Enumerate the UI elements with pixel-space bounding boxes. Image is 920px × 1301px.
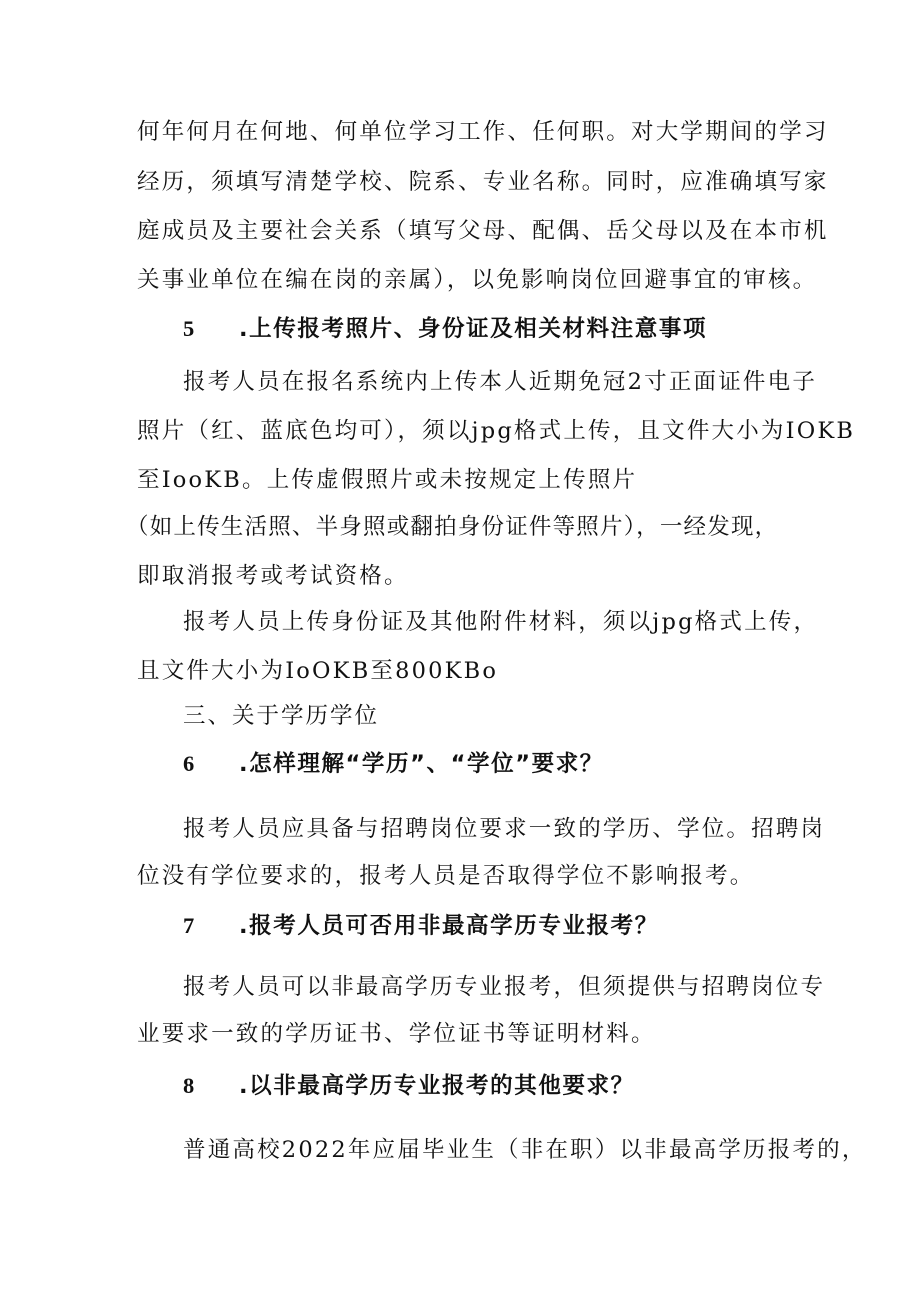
paragraph-line: 庭成员及主要社会关系（填写父母、配偶、岳父母以及在本市机 [137,218,829,244]
question-number: 7 [183,913,196,938]
paragraph-line: 照片（红、蓝底色均可），须以jpg格式上传，且文件大小为IOKB [137,418,856,444]
paragraph-line: 报考人员上传身份证及其他附件材料，须以jpg格式上传， [183,609,819,635]
question-7-heading [183,910,659,942]
section-heading: 三、关于学历学位 [183,703,380,729]
paragraph-line: 报考人员可以非最高学历专业报考，但须提供与招聘岗位专 [183,974,826,1000]
paragraph-line: 至IooKB。上传虚假照片或未按规定上传照片 [137,467,638,493]
question-8-heading [183,1070,635,1102]
question-6-heading [183,748,604,780]
paragraph-line: 经历，须填写清楚学校、院系、专业名称。同时，应准确填写家 [137,169,829,195]
paragraph-line: 普通高校2022年应届毕业生（非在职）以非最高学历报考的， [183,1137,867,1163]
paragraph-line: 报考人员应具备与招聘岗位要求一致的学历、学位。招聘岗 [183,816,826,842]
question-title: .上传报考照片、身份证及相关材料注意事项 [239,316,708,342]
paragraph-line: 即取消报考或考试资格。 [137,563,409,589]
question-5-heading [183,313,707,345]
paragraph-line: 关事业单位在编在岗的亲属），以免影响岗位回避事宜的审核。 [137,267,818,293]
question-number: 6 [183,751,196,776]
question-number: 5 [183,316,196,341]
question-title: .以非最高学历专业报考的其他要求？ [239,1073,635,1099]
paragraph-line: （如上传生活照、半身照或翻拍身份证件等照片），一经发现， [126,514,779,540]
paragraph-line: 位没有学位要求的，报考人员是否取得学位不影响报考。 [137,863,755,889]
question-title: .怎样理解“学历”、“学位”要求？ [239,751,604,777]
paragraph-line: 报考人员在报名系统内上传本人近期免冠2寸正面证件电子 [183,369,818,395]
paragraph-line: 且文件大小为IoOKB至800KBo [137,658,499,684]
paragraph-line: 业要求一致的学历证书、学位证书等证明材料。 [137,1021,656,1047]
question-title: .报考人员可否用非最高学历专业报考？ [239,913,659,939]
paragraph-line: 何年何月在何地、何单位学习工作、任何职。对大学期间的学习 [137,119,829,145]
question-number: 8 [183,1073,196,1098]
